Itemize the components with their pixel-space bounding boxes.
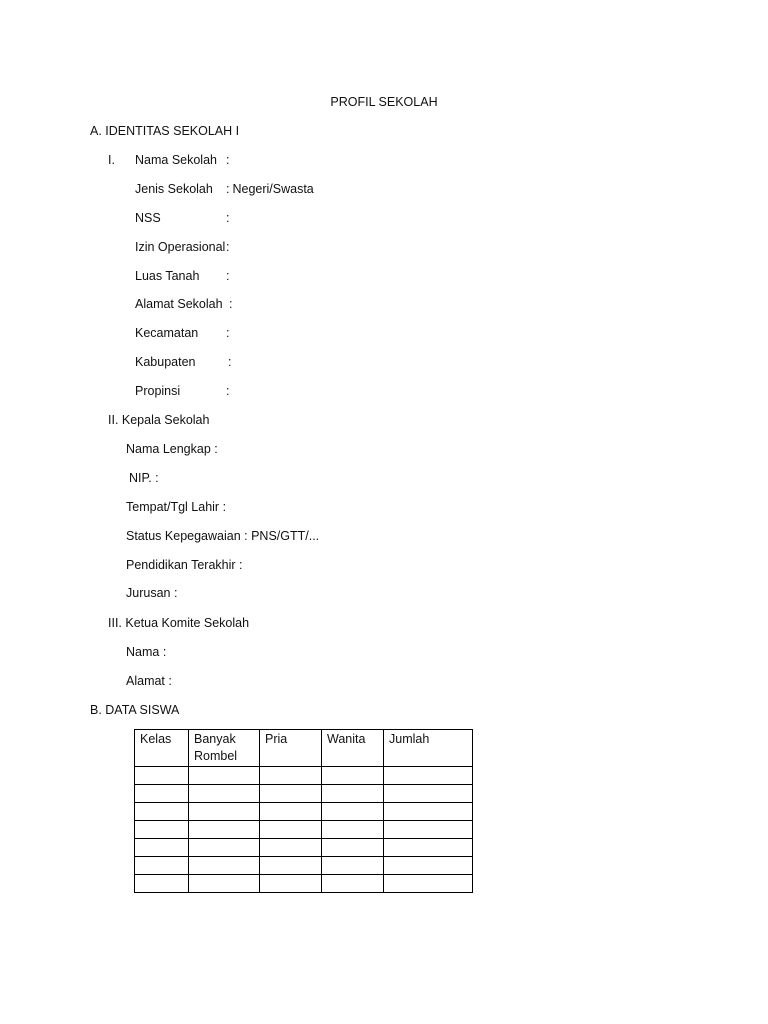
table-cell: [135, 785, 189, 803]
table-cell: [135, 767, 189, 785]
table-cell: [384, 875, 473, 893]
table-cell: [189, 767, 260, 785]
section-iii-heading: III. Ketua Komite Sekolah: [108, 616, 250, 630]
table-cell: [189, 875, 260, 893]
field-pendidikan-terakhir: Pendidikan Terakhir :: [126, 558, 243, 572]
table-cell: [189, 803, 260, 821]
table-cell: [384, 821, 473, 839]
table-cell: [322, 821, 384, 839]
table-row: [135, 785, 473, 803]
table-cell: [260, 803, 322, 821]
table-cell: [322, 839, 384, 857]
table-cell: [189, 785, 260, 803]
field-separator: :: [226, 182, 230, 196]
header-label: Wanita: [327, 732, 366, 746]
table-cell: [322, 803, 384, 821]
table-cell: [260, 875, 322, 893]
table-cell: [260, 839, 322, 857]
table-row: [135, 875, 473, 893]
table-cell: [384, 803, 473, 821]
field-separator: :: [226, 240, 230, 254]
header-label: Banyak Rombel: [194, 732, 238, 763]
table-cell: [189, 821, 260, 839]
table-row: [135, 857, 473, 875]
field-alamat: Alamat :: [126, 674, 172, 688]
field-label: NSS: [135, 211, 161, 225]
table-cell: [135, 875, 189, 893]
header-banyak-rombel: [189, 730, 260, 767]
section-i-numeral: I.: [108, 153, 115, 167]
table-cell: [260, 785, 322, 803]
field-label: Luas Tanah: [135, 269, 200, 283]
table-cell: [260, 821, 322, 839]
table-cell: [260, 857, 322, 875]
page-title: PROFIL SEKOLAH: [330, 95, 438, 109]
header-jumlah: [384, 730, 473, 767]
field-label: Izin Operasional: [135, 240, 226, 254]
field-label: Kabupaten: [135, 355, 196, 369]
table-cell: [135, 839, 189, 857]
field-separator: :: [229, 297, 233, 311]
table-cell: [135, 821, 189, 839]
field-value: Negeri/Swasta: [229, 182, 314, 196]
field-jurusan: Jurusan :: [126, 586, 178, 600]
table-cell: [260, 767, 322, 785]
table-row: [135, 803, 473, 821]
header-label: Pria: [265, 732, 288, 746]
table-header-row: [135, 730, 473, 767]
table-body: [135, 767, 473, 893]
field-label: Alamat Sekolah: [135, 297, 223, 311]
table-cell: [322, 875, 384, 893]
table-cell: [189, 839, 260, 857]
field-nama: Nama :: [126, 645, 167, 659]
table-row: [135, 767, 473, 785]
header-label: Jumlah: [389, 732, 430, 746]
table-cell: [322, 857, 384, 875]
data-siswa-table: [134, 729, 473, 893]
table-cell: [135, 803, 189, 821]
table-cell: [322, 785, 384, 803]
header-kelas: [135, 730, 189, 767]
field-label: Propinsi: [135, 384, 181, 398]
table-cell: [322, 767, 384, 785]
field-separator: :: [228, 355, 232, 369]
field-separator: :: [226, 211, 230, 225]
header-wanita: [322, 730, 384, 767]
field-separator: :: [226, 384, 230, 398]
table-cell: [384, 785, 473, 803]
table-cell: [384, 839, 473, 857]
field-label: Jenis Sekolah: [135, 182, 213, 196]
field-status-kepegawaian: Status Kepegawaian : PNS/GTT/...: [126, 529, 320, 543]
table-cell: [384, 767, 473, 785]
table-row: [135, 821, 473, 839]
section-ii-heading: II. Kepala Sekolah: [108, 413, 210, 427]
field-label: Nama Sekolah: [135, 153, 217, 167]
field-nip: NIP. :: [129, 471, 159, 485]
table-cell: [135, 857, 189, 875]
field-separator: :: [226, 269, 230, 283]
section-a-heading: A. IDENTITAS SEKOLAH I: [90, 124, 240, 138]
section-b-heading: B. DATA SISWA: [90, 703, 180, 717]
header-pria: [260, 730, 322, 767]
field-separator: :: [226, 326, 230, 340]
table-cell: [189, 857, 260, 875]
field-label: Kecamatan: [135, 326, 199, 340]
table-row: [135, 839, 473, 857]
table-cell: [384, 857, 473, 875]
field-tempat-tgl-lahir: Tempat/Tgl Lahir :: [126, 500, 227, 514]
header-label: Kelas: [140, 732, 172, 746]
field-separator: :: [226, 153, 230, 167]
field-nama-lengkap: Nama Lengkap :: [126, 442, 218, 456]
